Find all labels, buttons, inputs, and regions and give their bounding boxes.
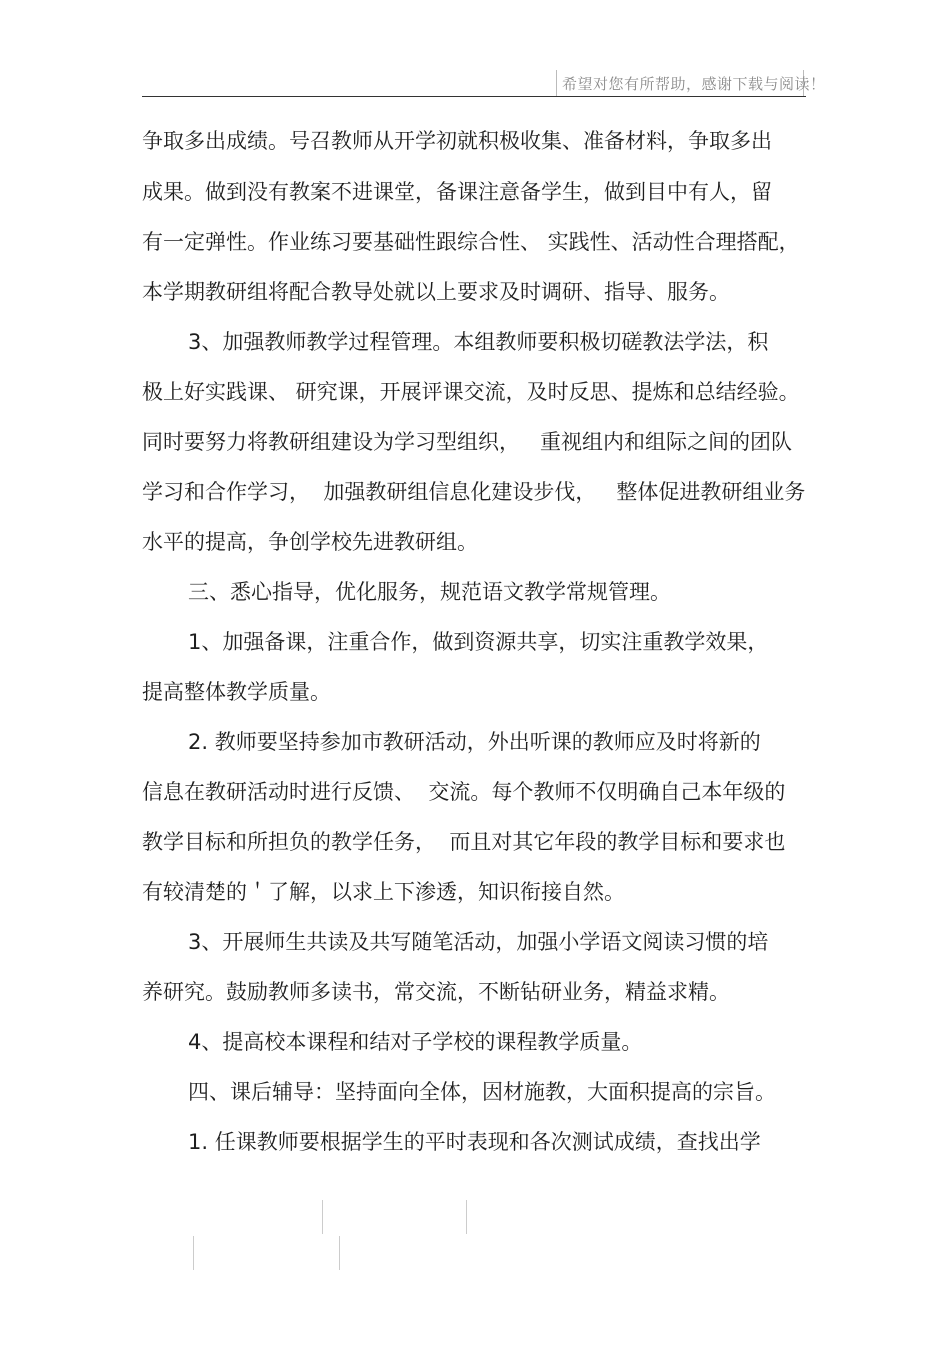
text-line: 养研究。鼓励教师多读书，常交流，不断钻研业务，精益求精。 — [142, 980, 730, 1004]
text-line: 争取多出成绩。号召教师从开学初就积极收集、准备材料，争取多出 — [142, 129, 772, 153]
text-line: 同时要努力将教研组建设为学习型组织， 重视组内和组际之间的团队 — [142, 430, 793, 454]
header-note: 希望对您有所帮助，感谢下载与阅读！ — [562, 75, 826, 93]
scan-mark — [339, 1236, 340, 1270]
text-line: 1. 任课教师要根据学生的平时表现和各次测试成绩，查找出学 — [188, 1130, 761, 1154]
text-line: 4、提高校本课程和结对子学校的课程教学质量。 — [188, 1030, 643, 1054]
text-line: 3、加强教师教学过程管理。本组教师要积极切磋教法学法，积 — [188, 330, 769, 354]
text-line: 四、课后辅导：坚持面向全体，因材施教，大面积提高的宗旨。 — [188, 1080, 776, 1104]
text-line: 水平的提高，争创学校先进教研组。 — [142, 530, 478, 554]
scan-mark — [193, 1236, 194, 1270]
text-line: 3、开展师生共读及共写随笔活动，加强小学语文阅读习惯的培 — [188, 930, 769, 954]
text-line: 本学期教研组将配合教导处就以上要求及时调研、指导、服务。 — [142, 280, 730, 304]
text-line: 提高整体教学质量。 — [142, 680, 331, 704]
text-line: 2. 教师要坚持参加市教研活动，外出听课的教师应及时将新的 — [188, 730, 761, 754]
text-line: 三、悉心指导，优化服务，规范语文教学常规管理。 — [188, 580, 671, 604]
text-line: 学习和合作学习， 加强教研组信息化建设步伐， 整体促进教研组业务 — [142, 480, 806, 504]
text-line: 1、加强备课，注重合作，做到资源共享，切实注重教学效果， — [188, 630, 769, 654]
text-line: 信息在教研活动时进行反馈、 交流。每个教师不仅明确自己本年级的 — [142, 780, 786, 804]
text-line: 极上好实践课、 研究课，开展评课交流，及时反思、提炼和总结经验。 — [142, 380, 800, 404]
header-rule — [142, 96, 806, 97]
text-line: 教学目标和所担负的教学任务， 而且对其它年段的教学目标和要求也 — [142, 830, 786, 854]
scan-mark — [466, 1200, 467, 1234]
text-line: 成果。做到没有教案不进课堂，备课注意备学生，做到目中有人，留 — [142, 180, 772, 204]
text-line: 有一定弹性。作业练习要基础性跟综合性、 实践性、活动性合理搭配， — [142, 230, 800, 254]
scan-mark — [322, 1200, 323, 1234]
text-line: 有较清楚的＇了解，以求上下渗透，知识衔接自然。 — [142, 880, 625, 904]
